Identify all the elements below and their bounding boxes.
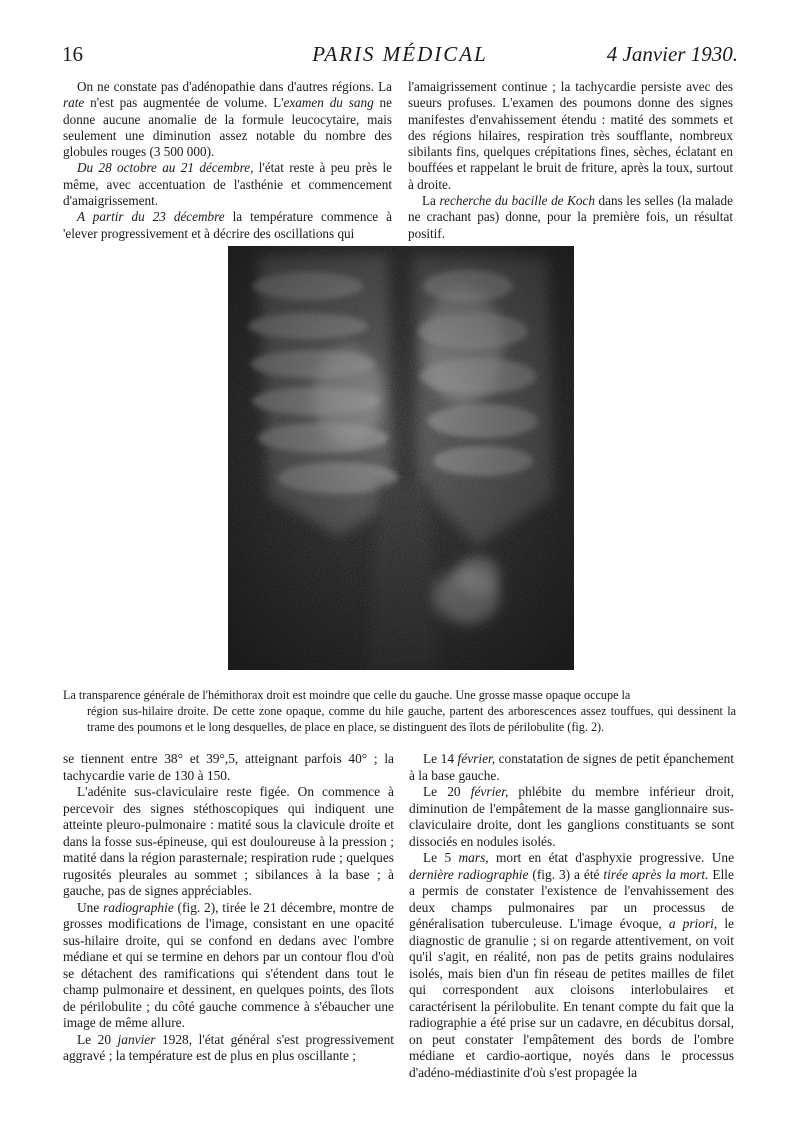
- issue-date: 4 Janvier 1930.: [606, 42, 738, 66]
- paragraph: A partir du 23 décembre la température commence à 'elever progressivement et à décrire des oscillations qui: [63, 209, 392, 241]
- column-top-left: [63, 79, 392, 242]
- paragraph: L'adénite sus-claviculaire reste figée. On commence à percevoir des signes stéthoscopiques qui indiquent une atteinte pleuro-pulmonaire : matité sous la clavicule droite et dans la fosse sus-épineuse, qui est douloureuse à la pression ; matité dans la région parasternale; respiration rude ; quelques rugosités pleurales au sommet ; sibilances à la base ; à gauche, pas de signes appréciables.: [63, 784, 394, 898]
- paragraph: Le 20 février, phlébite du membre inférieur droit, diminution de l'empâtement de la masse ganglionnaire sus-claviculaire droite, dont les ganglions constituants se sont dissociés en nodules isolés.: [409, 784, 734, 849]
- paragraph: se tiennent entre 38° et 39°,5, atteignant parfois 40° ; la tachycardie varie de 130 à 150.: [63, 751, 394, 783]
- caption-text: région sus-hilaire droite. De cette zone opaque, comme du hile gauche, partent des arborescences assez touffues, qui dessinent la trame des poumons et le long desquelles, de place en place, se distinguent des îlots de périlobulite (fig. 2).: [87, 704, 736, 734]
- caption-line: La transparence générale de l'hémithorax droit est moindre que celle du gauche. Une grosse masse opaque occupe la: [63, 688, 631, 702]
- paragraph: Le 14 février, constatation de signes de petit épanchement à la base gauche.: [409, 751, 734, 783]
- paragraph: Du 28 octobre au 21 décembre, l'état reste à peu près le même, avec accentuation de l'asthénie et commencement d'amaigrissement.: [63, 160, 392, 209]
- journal-title: PARIS MÉDICAL: [312, 42, 488, 66]
- paragraph: l'amaigrissement continue ; la tachycardie persiste avec des sueurs profuses. L'examen des poumons donne des signes manifestes d'envahissement étendu : matité des sommets et des régions hilaires, respiration très soufflante, nombreux sibilants fins, quelques crépitations fines, sèches, éclatant en bouffées et rappelant le bruit de friture, après la toux, surtout à droite.: [408, 79, 733, 192]
- page-header: [60, 40, 740, 70]
- figure-caption: [63, 687, 736, 735]
- column-bottom-right: [409, 751, 734, 1081]
- paragraph: Le 5 mars, mort en état d'asphyxie progressive. Une dernière radiographie (fig. 3) a été tirée après la mort. Elle a permis de constater l'existence de l'envahissement des deux champs pulmonaires par un processus de généralisation tuberculeuse. L'image évoque, a priori, le diagnostic de granulie ; si on regarde attentivement, on voit qu'il s'agit, en réalité, non pas de petits grains nodulaires isolés, mais bien d'un fin réseau de petites mailles de filet qui correspondent aux cloisons interlobulaires et caractérisent la périlobulite. En tenant compte du fait que la radiographie a été prise sur un cadavre, en décubitus dorsal, on peut constater l'empâtement des bords de l'ombre médiane et cardio-aortique, noyés dans le processus d'adéno-médiastinite d'où s'est propagée la: [409, 850, 735, 1080]
- radiograph-image: [228, 246, 574, 670]
- paragraph: Le 20 janvier 1928, l'état général s'est progressivement aggravé ; la température est de plus en plus oscillante ;: [63, 1031, 394, 1063]
- paragraph: Une radiographie (fig. 2), tirée le 21 décembre, montre de grosses modifications de l'image, consistant en une opacité sus-hilaire droite, qui se confond en dedans avec l'ombre médiane et qui se termine en dehors par un contour flou d'où se détachent des ramifications qui s'étendent dans tout le champ pulmonaire et dessinent, en quelques points, des îlots de périlobulite ; du côté gauche commence à s'ébaucher une image de même allure.: [63, 899, 394, 1030]
- radiograph-figure: [228, 246, 574, 670]
- column-bottom-left: [63, 751, 394, 1065]
- column-top-right: [408, 79, 733, 242]
- page-number: 16: [62, 42, 83, 66]
- paragraph: La recherche du bacille de Koch dans les selles (la malade ne crachant pas) donne, pour la première fois, un résultat positif.: [408, 193, 733, 241]
- paragraph: On ne constate pas d'adénopathie dans d'autres régions. La rate n'est pas augmentée de volume. L'examen du sang ne donne aucune anomalie de la formule leucocytaire, mais seulement une diminution assez notable du nombre des globules rouges (3 500 000).: [63, 79, 392, 160]
